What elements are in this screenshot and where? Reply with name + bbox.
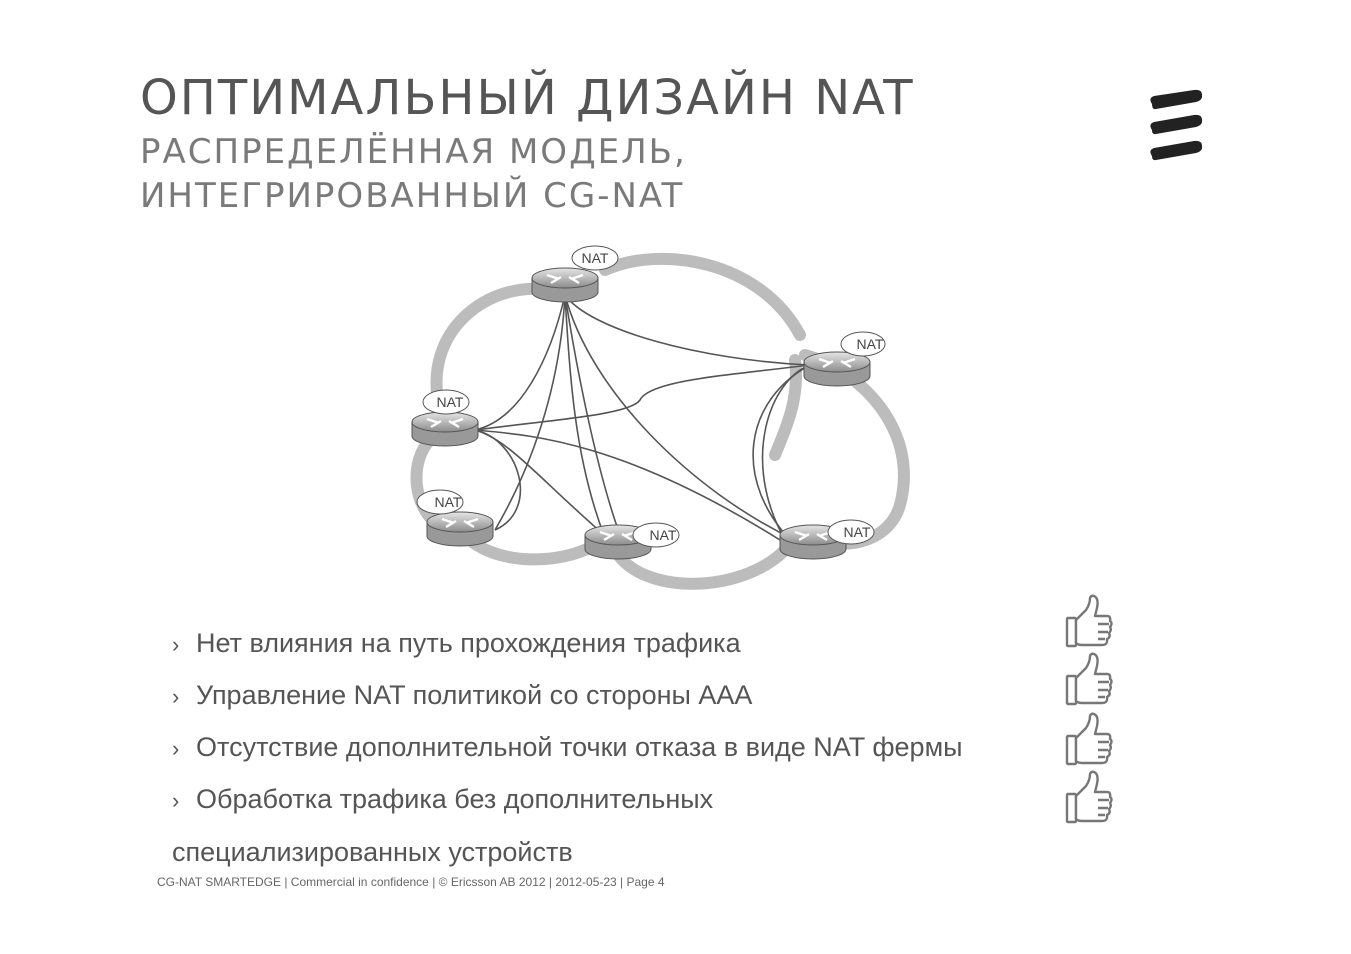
nat-badge: NAT bbox=[856, 336, 884, 352]
nat-badge: NAT bbox=[843, 524, 871, 540]
page-subtitle-line-2: ИНТЕГРИРОВАННЫЙ CG-NAT bbox=[140, 176, 685, 216]
bullet-item: › Отсутствие дополнительной точки отказа в виде NAT фермы bbox=[172, 732, 963, 762]
thumbs-up-icon bbox=[1064, 770, 1114, 828]
page-title: ОПТИМАЛЬНЫЙ ДИЗАЙН NAT bbox=[140, 70, 915, 126]
nat-badge: NAT bbox=[436, 394, 464, 410]
router-left bbox=[412, 390, 478, 446]
router-right bbox=[804, 332, 885, 386]
bullet-item: › Нет влияния на путь прохождения трафика bbox=[172, 628, 741, 658]
router-bottom-right bbox=[780, 520, 874, 559]
nat-badge: NAT bbox=[581, 250, 609, 266]
bullet-item: › Управление NAT политикой со стороны AAA bbox=[172, 680, 753, 710]
page-subtitle-line-1: РАСПРЕДЕЛЁННАЯ МОДЕЛЬ, bbox=[140, 132, 687, 172]
nat-badge: NAT bbox=[434, 494, 462, 510]
bullet-item-continuation: специализированных устройств bbox=[172, 837, 573, 867]
slide-footer: CG-NAT SMARTEDGE | Commercial in confidence | © Ericsson AB 2012 | 2012-05-23 | Page 4 bbox=[157, 875, 665, 889]
network-links bbox=[475, 295, 810, 545]
thumbs-up-icon bbox=[1064, 712, 1114, 770]
nat-network-diagram bbox=[400, 240, 930, 600]
thumbs-up-icon bbox=[1064, 652, 1114, 710]
bullet-item: › Обработка трафика без дополнительных bbox=[172, 784, 714, 814]
thumbs-up-icon bbox=[1064, 594, 1114, 652]
ericsson-logo-icon bbox=[1146, 88, 1206, 164]
router-bottom-center bbox=[585, 523, 679, 559]
nat-badge: NAT bbox=[649, 527, 677, 543]
